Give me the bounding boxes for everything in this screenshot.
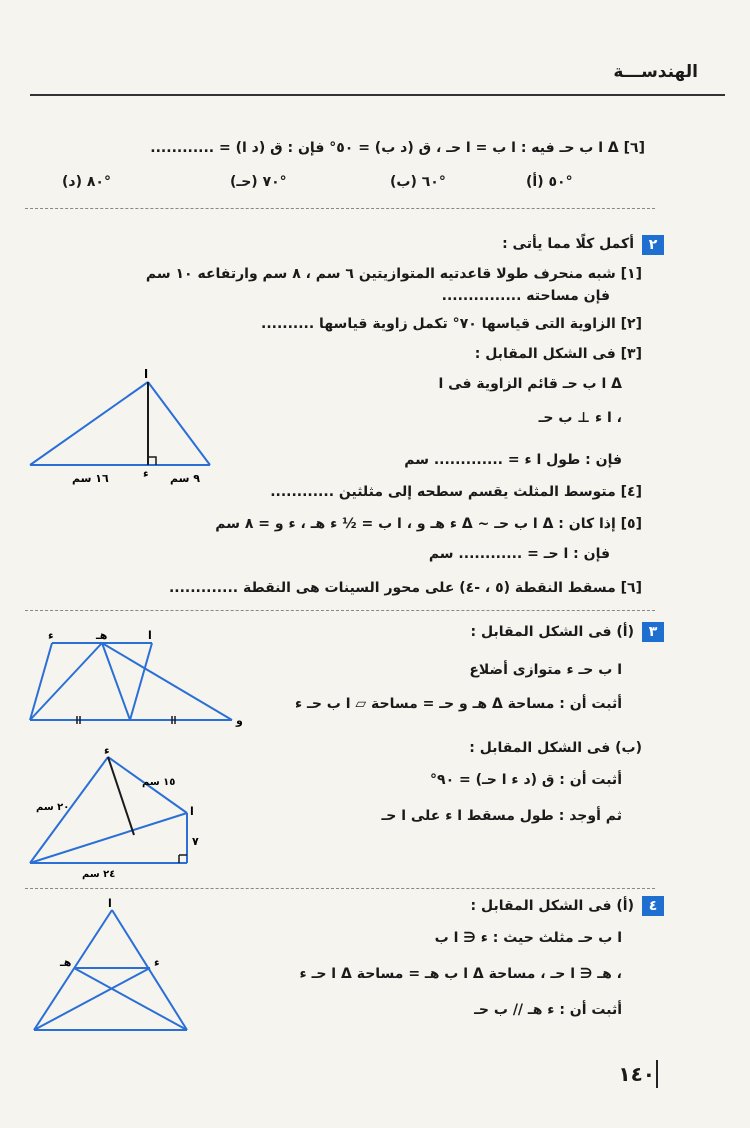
q2-item-5-num: [٥] [620, 516, 642, 532]
q6-prev-stem [45, 140, 645, 156]
q4-a-line2: ، هـ ∈ ا حـ ، مساحة Δ ا ب هـ = مساحة Δ ا حـ ء [299, 966, 622, 982]
q2-badge: ٢ [642, 235, 664, 255]
header-rule [30, 94, 725, 96]
q2-item-5-line2: فإن : ا حـ = ............ سم [428, 546, 610, 562]
q2-item-1 [82, 266, 642, 282]
q3-a-label: (أ) فى الشكل المقابل : [470, 624, 634, 640]
q2-item-3-line2: Δ ا ب حـ قائم الزاوية فى ا [438, 376, 622, 392]
q3b-fig-label-15: ١٥ سم [142, 777, 176, 788]
q3b-fig-label-20: ٢٠ سم [36, 802, 70, 813]
q2-fig-label-top: ا [144, 367, 149, 381]
q6-option-a[interactable]: (أ) ٥٠° [526, 174, 573, 190]
q3b-fig-label-24: ٢٤ سم [82, 869, 116, 880]
separator [25, 610, 655, 612]
q3-badge: ٣ [642, 622, 664, 642]
separator [25, 208, 655, 210]
q2-item-4 [270, 484, 642, 500]
q2-item-1-line2: فإن مساحته ............... [441, 288, 610, 304]
q6-option-c[interactable]: (حـ) ٧٠° [230, 174, 287, 190]
q2-item-2-line1: الزاوية التى قياسها ٧٠° تكمل زاوية قياسها .......... [261, 316, 616, 332]
q3-b-line1: أثبت أن : ق (د ء ا حـ) = ٩٠° [430, 772, 622, 788]
q2-title: أكمل كلًا مما يأتى : [502, 236, 634, 252]
q4a-figure-triangle [22, 898, 212, 1043]
q3a-fig-label-1: ء [48, 629, 54, 642]
q2-item-4-num: [٤] [620, 484, 642, 500]
q2-item-1-num: [١] [620, 266, 642, 282]
page-number: ١٤٠ [618, 1062, 655, 1086]
q3-b-line2: ثم أوجد : طول مسقط ا ء على ا حـ [381, 808, 622, 824]
q4a-fig-label-top: ا [108, 898, 112, 910]
q3b-figure-quadrilateral [22, 745, 212, 880]
q2-item-3-num: [٣] [620, 346, 642, 362]
q3b-fig-label-7: ٧ [192, 835, 199, 848]
q6-option-b[interactable]: (ب) ٦٠° [390, 174, 446, 190]
q3b-fig-label-top: ء [104, 745, 110, 757]
q3a-fig-label-2: هـ [96, 629, 108, 642]
q2-item-1-line1: شبه منحرف طولا قاعدتيه المتوازيتين ٦ سم ، ٨ سم وارتفاعه ١٠ سم [145, 266, 616, 282]
q4-a-line3: أثبت أن : ء هـ // ب حـ [474, 1002, 622, 1018]
q2-item-3-line3: ، ا ء ⊥ ب حـ [538, 410, 622, 426]
q3-b-label: (ب) فى الشكل المقابل : [469, 740, 642, 756]
q2-item-6 [169, 580, 642, 596]
q2-item-5 [42, 516, 642, 532]
q2-item-5-line1: إذا كان : Δ ا ب حـ ~ Δ ء هـ و ، ا ب = ½ ء هـ ، ء و = ٨ سم [215, 516, 616, 532]
q3a-fig-label-4: و [236, 714, 243, 727]
q6-prev-text: Δ ا ب حـ فيه : ا ب = ا حـ ، ق (د ب) = ٥٠° فإن : ق (د ا) = ............ [150, 140, 619, 156]
q2-figure-right-triangle [20, 360, 225, 485]
q3-a-line1: ا ب حـ ء متوازى أضلاع [469, 662, 622, 678]
q2-item-3-line4: فإن : طول ا ء = ............. سم [404, 452, 622, 468]
q3a-fig-label-3: ا [148, 629, 152, 642]
q6-option-d[interactable]: (د) ٨٠° [62, 174, 111, 190]
q2-fig-label-left-len: ١٦ سم [72, 472, 109, 485]
page-number-bar [656, 1060, 658, 1088]
q2-fig-label-foot: ء [143, 467, 149, 480]
q3b-fig-label-right: ا [190, 805, 194, 818]
q2-item-3 [475, 346, 642, 362]
q3-a-line2: أثبت أن : مساحة Δ هـ و حـ = مساحة ▱ ا ب حـ ء [295, 696, 622, 712]
q4-a-label: (أ) فى الشكل المقابل : [470, 898, 634, 914]
separator [25, 888, 655, 890]
q2-item-6-line1: مسقط النقطة (٥ ، -٤) على محور السينات هى النقطة ............. [168, 580, 616, 596]
q2-fig-label-right-len: ٩ سم [170, 472, 200, 485]
q4-a-line1: ا ب حـ مثلث حيث : ء ∈ ا ب [434, 930, 622, 946]
q4a-fig-label-right: ء [154, 956, 160, 969]
q2-item-2 [261, 316, 642, 332]
q2-item-2-num: [٢] [620, 316, 642, 332]
q2-item-4-line1: متوسط المثلث يقسم سطحه إلى مثلثين ............ [270, 484, 616, 500]
q4-badge: ٤ [642, 896, 664, 916]
q2-item-6-num: [٦] [620, 580, 642, 596]
q6-prev-number: [٦] [623, 140, 645, 156]
page-header-title: الهندســـة [613, 62, 698, 82]
q2-item-3-line1: فى الشكل المقابل : [474, 346, 616, 362]
q3a-figure-parallelogram [22, 628, 247, 738]
q4a-fig-label-left: هـ [60, 956, 72, 969]
